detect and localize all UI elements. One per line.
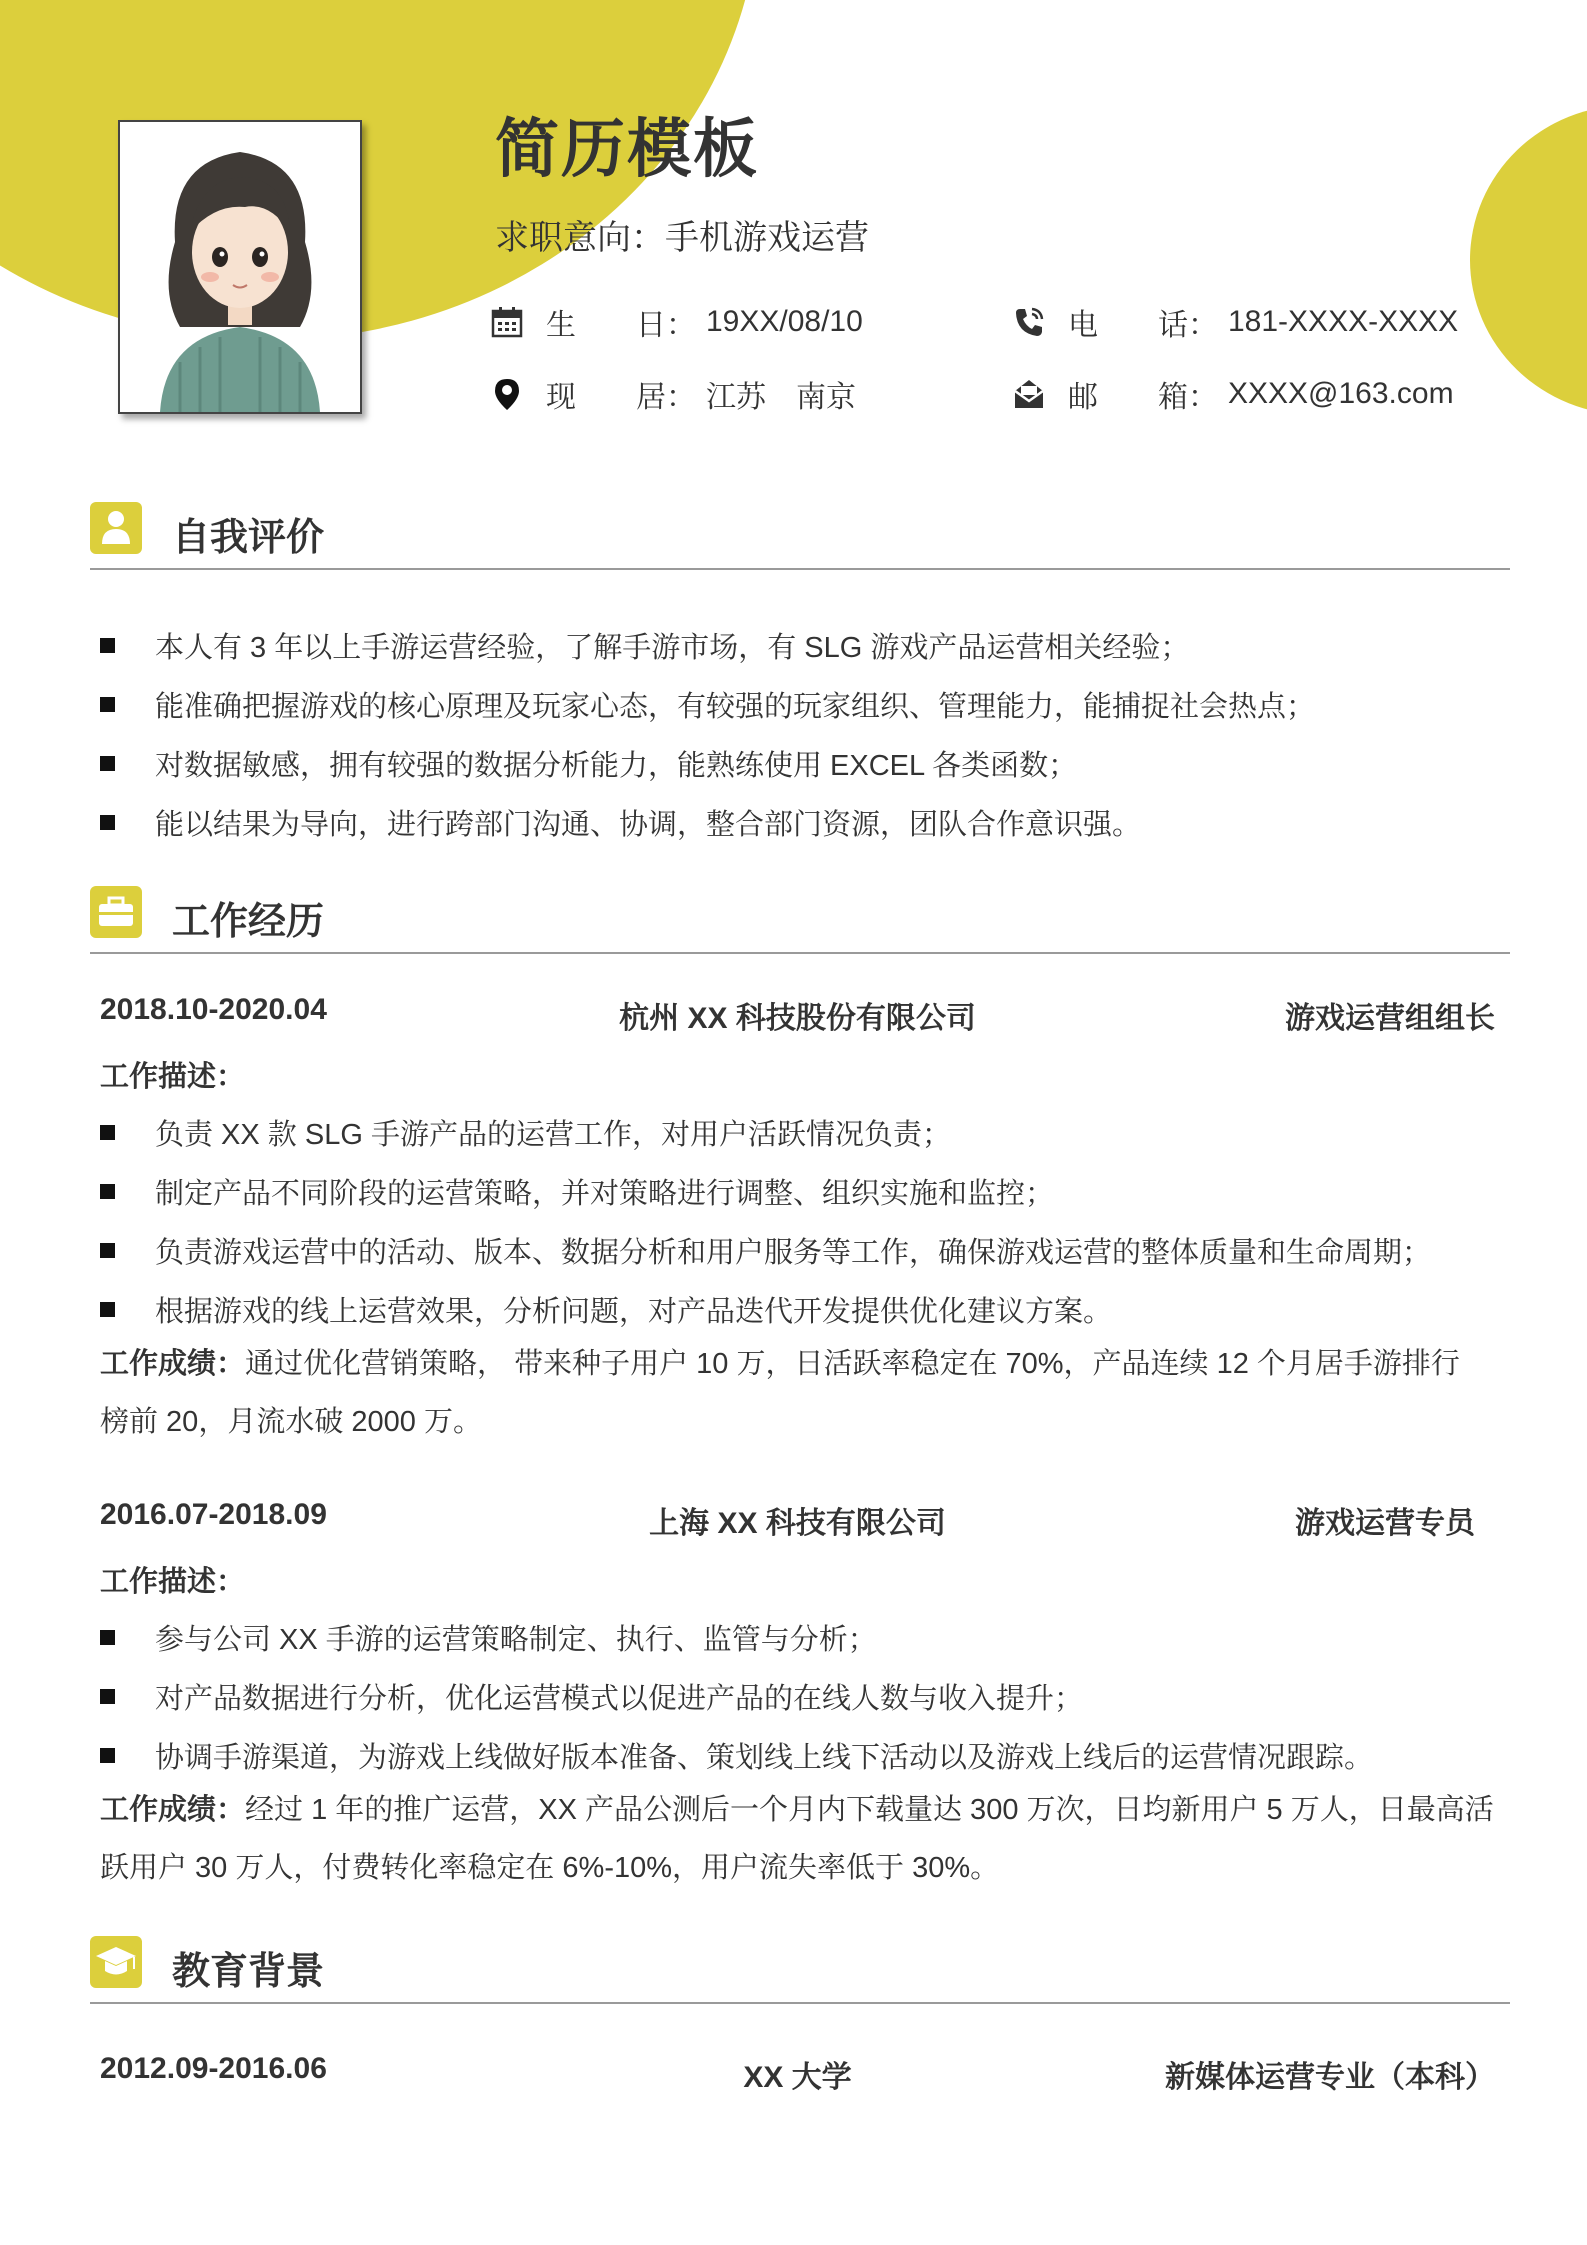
birth-value: 19XX/08/10: [706, 305, 863, 338]
profile-photo: [118, 120, 362, 414]
job-role: 游戏运营专员: [1295, 1507, 1475, 1540]
list-item-text: 协调手游渠道，为游戏上线做好版本准备、策划线上线下活动以及游戏上线后的运营情况跟踪。: [155, 1742, 1374, 1774]
section-divider: [90, 2002, 1510, 2004]
education-date: 2012.09-2016.06: [100, 2052, 327, 2085]
bullet-square-icon: [100, 1302, 115, 1317]
bullet-square-icon: [100, 756, 115, 771]
birth-label: 生 日：: [546, 309, 696, 342]
job-header: [100, 1498, 1495, 1538]
list-item: [100, 1112, 951, 1153]
section-divider: [90, 952, 1510, 954]
avatar-illustration: [120, 122, 360, 412]
section-title: 工作经历: [172, 901, 325, 943]
contact-birth: [490, 300, 863, 344]
job-objective: 求职意向：手机游戏运营: [495, 219, 869, 257]
list-item: [100, 1230, 1431, 1271]
section-icon-box: [90, 886, 142, 938]
job-result-text-1: 经过 1 年的推广运营，XX 产品公测后一个月内下载量达 300 万次，日均新用户 5 万人，日最高活: [245, 1794, 1494, 1826]
residence-value: 江苏 南京: [706, 381, 856, 414]
briefcase-icon: [90, 886, 142, 938]
section-divider: [90, 568, 1510, 570]
job-header: [100, 993, 1495, 1033]
education-school: XX 大学: [743, 2061, 852, 2094]
job-result: [100, 1781, 1500, 1897]
job-company: 上海 XX 科技有限公司: [649, 1507, 946, 1540]
contact-residence: [490, 372, 856, 416]
phone-label: 电 话：: [1068, 309, 1218, 342]
contact-email: [1012, 372, 1454, 416]
email-label: 邮 箱：: [1068, 381, 1218, 414]
list-item-text: 对产品数据进行分析，优化运营模式以促进产品的在线人数与收入提升；: [155, 1683, 1084, 1715]
list-item-text: 制定产品不同阶段的运营策略，并对策略进行调整、组织实施和监控；: [155, 1178, 1055, 1210]
list-item: [100, 802, 1141, 843]
job-result: [100, 1335, 1500, 1451]
location-pin-icon: [490, 377, 524, 411]
list-item-text: 参与公司 XX 手游的运营策略制定、执行、监管与分析；: [155, 1624, 877, 1656]
job-date: 2018.10-2020.04: [100, 993, 327, 1026]
section-title: 自我评价: [172, 517, 325, 559]
job-role: 游戏运营组组长: [1285, 1002, 1495, 1035]
bullet-square-icon: [100, 1689, 115, 1704]
section-self-evaluation: [90, 496, 1510, 566]
bullet-square-icon: [100, 1748, 115, 1763]
list-item-text: 对数据敏感，拥有较强的数据分析能力，能熟练使用 EXCEL 各类函数；: [155, 750, 1078, 782]
list-item: [100, 1735, 1373, 1776]
list-item-text: 负责游戏运营中的活动、版本、数据分析和用户服务等工作，确保游戏运营的整体质量和生命周期；: [155, 1237, 1432, 1269]
graduation-cap-icon: [90, 1936, 142, 1988]
job-result-text-1: 通过优化营销策略， 带来种子用户 10 万，日活跃率稳定在 70%，产品连续 12 个月居手游排行: [245, 1348, 1460, 1380]
job-company: 杭州 XX 科技股份有限公司: [619, 1002, 976, 1035]
section-icon-box: [90, 1936, 142, 1988]
bullet-square-icon: [100, 1630, 115, 1645]
job-desc-label: 工作描述：: [100, 1061, 246, 1093]
list-item: [100, 1617, 877, 1658]
phone-value: 181-XXXX-XXXX: [1228, 305, 1459, 338]
job-result-text-2: 跃用户 30 万人，付费转化率稳定在 6%-10%，用户流失率低于 30%。: [100, 1852, 1000, 1884]
section-title: 教育背景: [172, 1951, 325, 1993]
job-result-label: 工作成绩：: [100, 1348, 246, 1380]
list-item: [100, 684, 1315, 725]
bullet-square-icon: [100, 1125, 115, 1140]
section-education: [90, 1930, 1510, 2000]
contact-phone: [1012, 300, 1458, 344]
header-decor-blob-right: [1470, 105, 1587, 415]
bullet-square-icon: [100, 815, 115, 830]
section-icon-box: [90, 502, 142, 554]
list-item: [100, 1676, 1083, 1717]
calendar-icon: [490, 305, 524, 339]
job-result-label: 工作成绩：: [100, 1794, 246, 1826]
education-major: 新媒体运营专业（本科）: [1165, 2061, 1495, 2094]
bullet-square-icon: [100, 1184, 115, 1199]
bullet-square-icon: [100, 1243, 115, 1258]
job-desc-label: 工作描述：: [100, 1566, 246, 1598]
list-item: [100, 743, 1077, 784]
bullet-square-icon: [100, 638, 115, 653]
list-item: [100, 625, 1189, 666]
residence-label: 现 居：: [546, 381, 696, 414]
list-item-text: 负责 XX 款 SLG 手游产品的运营工作，对用户活跃情况负责；: [155, 1119, 951, 1151]
list-item-text: 能准确把握游戏的核心原理及玩家心态，有较强的玩家组织、管理能力，能捕捉社会热点；: [155, 691, 1316, 723]
resume-title: 简历模板: [495, 113, 759, 185]
list-item: [100, 1289, 1112, 1330]
job-result-text-2: 榜前 20，月流水破 2000 万。: [100, 1406, 482, 1438]
list-item-text: 根据游戏的线上运营效果，分析问题，对产品迭代开发提供优化建议方案。: [155, 1296, 1113, 1328]
list-item: [100, 1171, 1054, 1212]
list-item-text: 本人有 3 年以上手游运营经验，了解手游市场，有 SLG 游戏产品运营相关经验；: [155, 632, 1190, 664]
education-row: [100, 2052, 1495, 2092]
phone-icon: [1012, 305, 1046, 339]
section-work-experience: [90, 880, 1510, 950]
envelope-icon: [1012, 377, 1046, 411]
bullet-square-icon: [100, 697, 115, 712]
list-item-text: 能以结果为导向，进行跨部门沟通、协调，整合部门资源，团队合作意识强。: [155, 809, 1142, 841]
email-value: XXXX@163.com: [1228, 377, 1454, 410]
job-date: 2016.07-2018.09: [100, 1498, 327, 1531]
person-icon: [90, 502, 142, 554]
